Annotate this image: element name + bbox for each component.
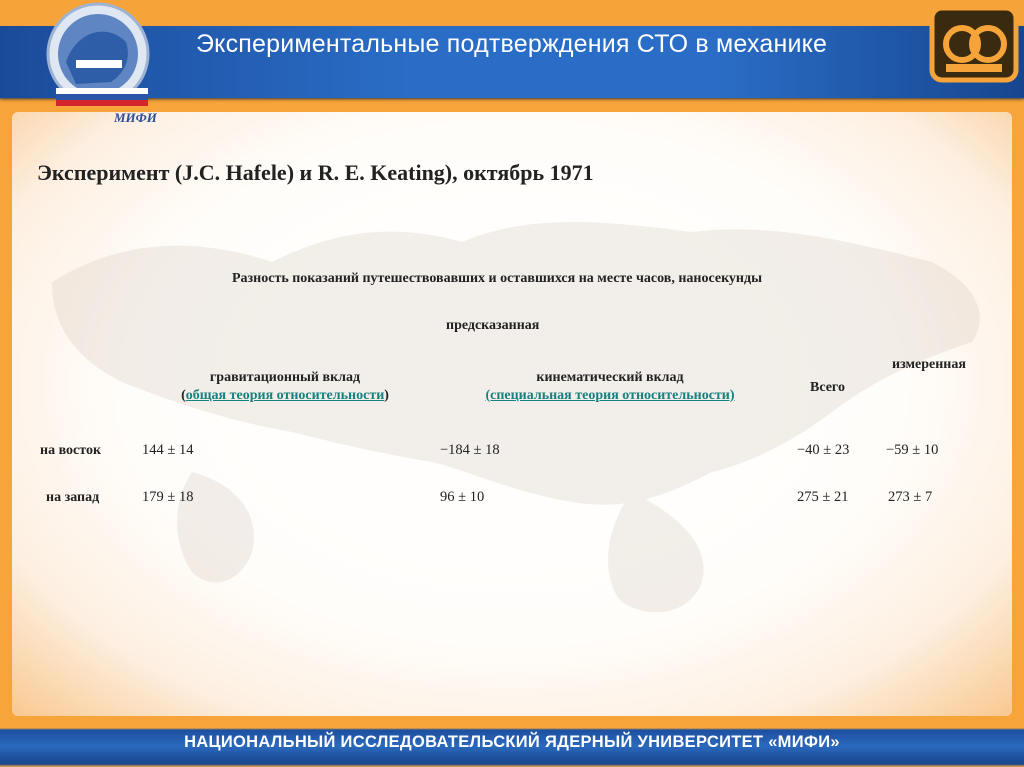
world-map-background [12, 112, 1012, 716]
gravity-paren-open: ( [181, 388, 186, 403]
gravity-label: гравитационный вклад [209, 370, 361, 385]
west-total: 275 ± 21 [797, 489, 849, 505]
west-gravity: 179 ± 18 [142, 489, 194, 505]
row-label-east: на восток [40, 443, 102, 458]
table-caption: Разность показаний путешествовавших и оставшихся на месте часов, наносекунды [232, 271, 763, 286]
east-kinematic: −184 ± 18 [440, 442, 500, 458]
footer-text: НАЦИОНАЛЬНЫЙ ИССЛЕДОВАТЕЛЬСКИЙ ЯДЕРНЫЙ УНИВЕРСИТЕТ «МИФИ» [184, 733, 840, 751]
special-relativity-link[interactable]: (специальная теория относительности) [485, 388, 735, 403]
east-total: −40 ± 23 [797, 442, 850, 458]
total-header: Всего [810, 380, 845, 395]
west-kinematic: 96 ± 10 [440, 489, 485, 505]
east-measured: −59 ± 10 [886, 442, 939, 458]
emblem-caption: МИФИ [114, 110, 157, 125]
general-relativity-link[interactable]: общая теория относительности [185, 388, 385, 403]
east-gravity: 144 ± 14 [142, 442, 194, 458]
predicted-header: предсказанная [446, 318, 540, 333]
slide-title: Экспериментальные подтверждения СТО в механике [196, 30, 828, 58]
gravity-theory-line [140, 388, 430, 404]
west-measured: 273 ± 7 [888, 489, 933, 505]
kinematic-header [450, 370, 770, 404]
gravity-header [140, 370, 430, 404]
measured-header: измеренная [892, 357, 966, 372]
conference-logo-icon [926, 2, 1022, 86]
mephi-emblem-icon [36, 2, 166, 127]
kinematic-label: кинематический вклад [536, 370, 684, 385]
experiment-heading: Эксперимент (J.C. Hafele) и R. E. Keating), октябрь 1971 [37, 160, 594, 185]
row-label-west: на запад [46, 490, 100, 505]
gravity-paren-close: ) [384, 388, 389, 403]
